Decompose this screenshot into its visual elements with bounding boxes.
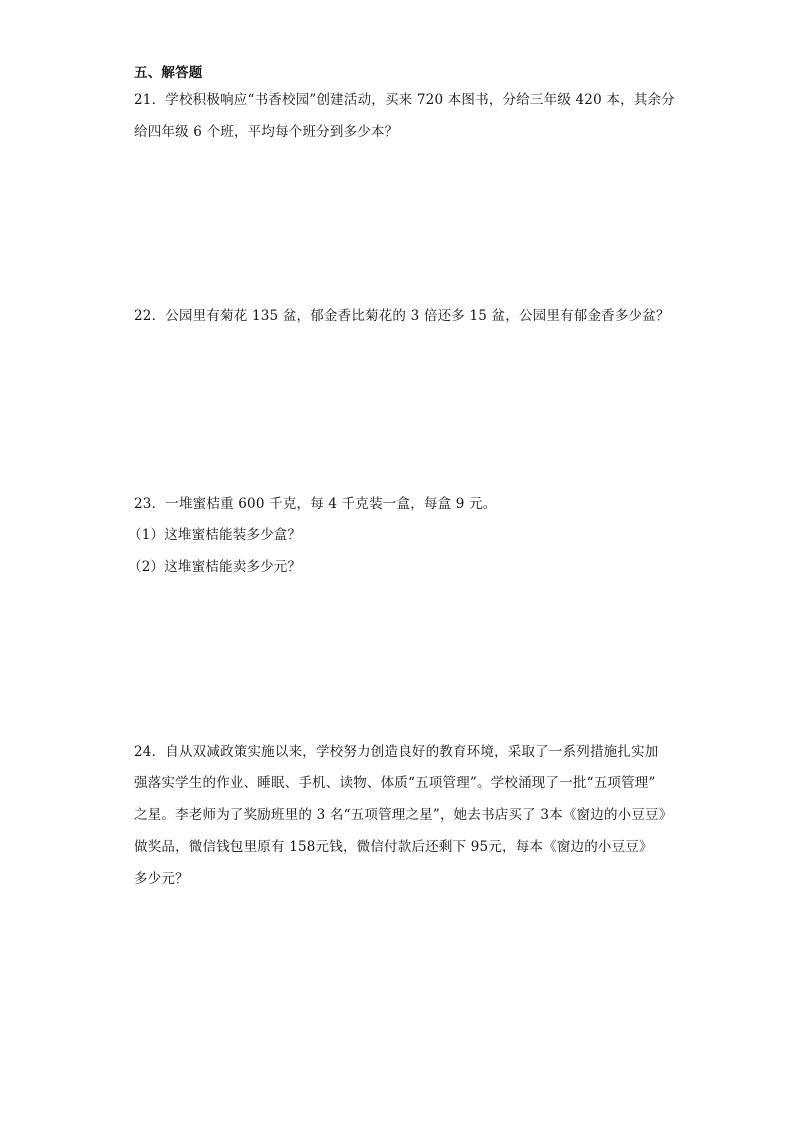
question-24-line-4: 做奖品，微信钱包里原有 158元钱，微信付款后还剩下 95元，每本《窗边的小豆豆》 (134, 839, 653, 855)
question-23-sub-2: （2）这堆蜜桔能卖多少元？ (128, 559, 302, 575)
question-22-line-1: 22．公园里有菊花 135 盆，郁金香比菊花的 3 倍还多 15 盆，公园里有郁金香多少盆？ (134, 308, 670, 324)
question-21-line-1: 21．学校积极响应“书香校园”创建活动，买来 720 本图书，分给三年级 420 本，其余分 (134, 92, 675, 108)
question-23-line-1: 23．一堆蜜桔重 600 千克，每 4 千克装一盒，每盒 9 元。 (134, 496, 497, 512)
question-23-sub-1: （1）这堆蜜桔能装多少盒？ (128, 527, 302, 543)
question-24-line-1: 24．自从双减政策实施以来，学校努力创造良好的教育环境，采取了一系列措施扎实加 (134, 744, 659, 760)
question-24-line-5: 多少元？ (134, 871, 189, 887)
question-24-line-2: 强落实学生的作业、睡眠、手机、读物、体质“五项管理”。学校涌现了一批“五项管理” (134, 775, 656, 791)
question-24-line-3: 之星。李老师为了奖励班里的 3 名“五项管理之星”，她去书店买了 3本《窗边的小豆豆》 (134, 807, 673, 823)
question-21-line-2: 给四年级 6 个班，平均每个班分到多少本？ (134, 124, 399, 140)
section-title: 五、解答题 (134, 65, 203, 81)
